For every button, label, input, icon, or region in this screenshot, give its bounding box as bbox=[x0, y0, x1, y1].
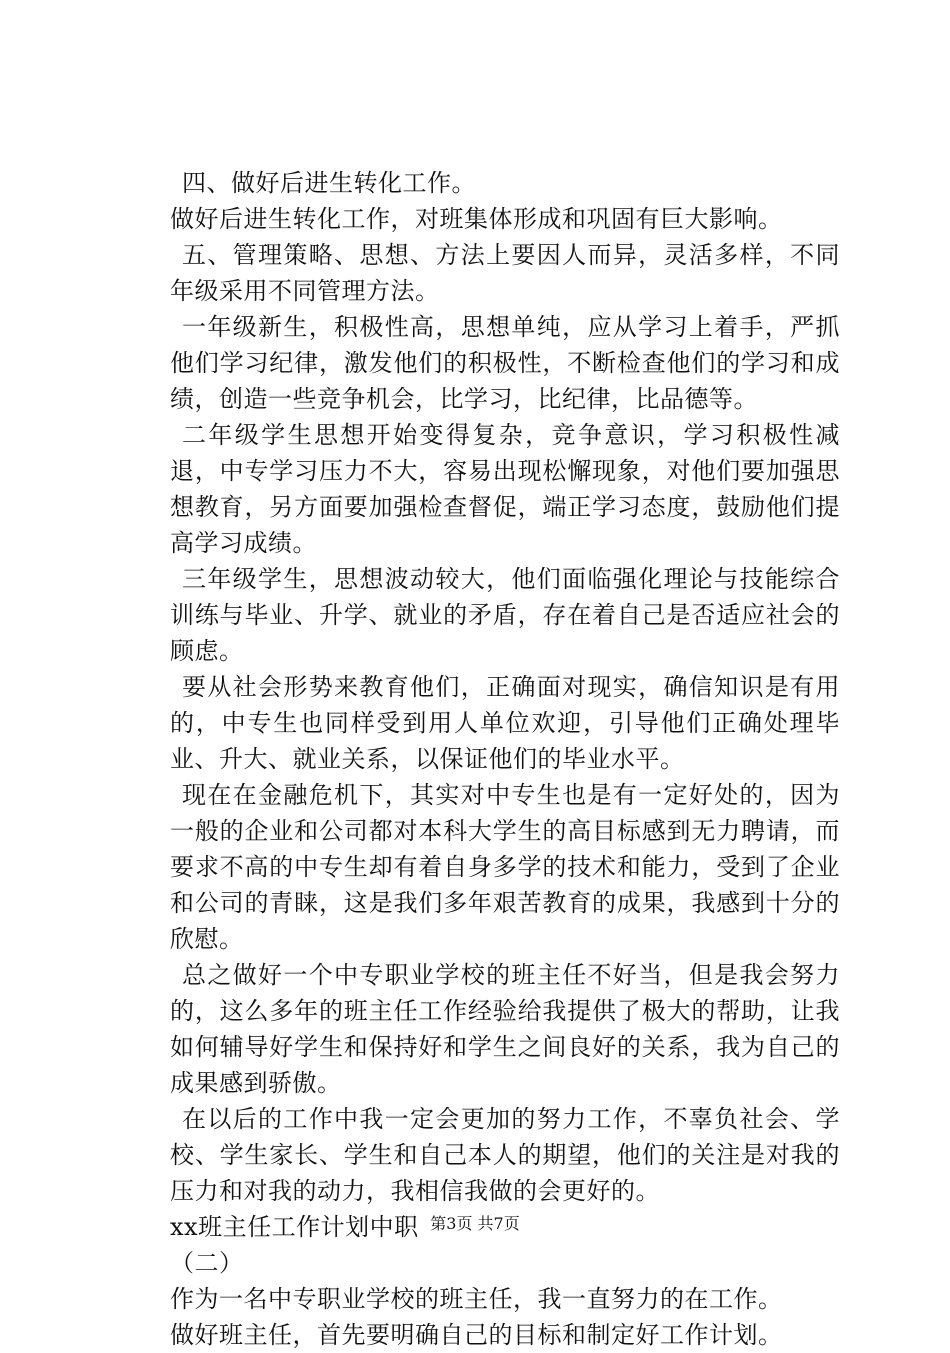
paragraph: 现在在金融危机下，其实对中专生也是有一定好处的，因为一般的企业和公司都对本科大学生的高目标感到无力聘请，而要求不高的中专生却有着自身多学的技术和能力，受到了企业和公司的青睐，这是我们多年艰苦教育的成果，我感到十分的欣慰。 bbox=[170, 781, 840, 953]
page-number-footer: 第3页 共7页 bbox=[430, 1214, 520, 1233]
paragraph-grade-2: 二年级学生思想开始变得复杂，竞争意识，学习积极性减退，中专学习压力不大，容易出现松懈现象，对他们要加强思想教育，另方面要加强检查督促，端正学习态度，鼓励他们提高学习成绩。 bbox=[170, 421, 840, 557]
paragraph: 做好班主任，首先要明确自己的目标和制定好工作计划。 bbox=[170, 1321, 783, 1349]
section-heading-5: 五、管理策略、思想、方法上要因人而异，灵活多样，不同年级采用不同管理方法。 bbox=[170, 241, 840, 305]
paragraph-grade-1: 一年级新生，积极性高，思想单纯，应从学习上着手，严抓他们学习纪律，激发他们的积极性，不断检查他们的学习和成绩，创造一些竞争机会，比学习，比纪律，比品德等。 bbox=[170, 313, 840, 413]
paragraph: 做好后进生转化工作，对班集体形成和巩固有巨大影响。 bbox=[170, 205, 783, 233]
section-heading-4: 四、做好后进生转化工作。 bbox=[182, 169, 476, 197]
paragraph-grade-3: 三年级学生，思想波动较大，他们面临强化理论与技能综合训练与毕业、升学、就业的矛盾，存在着自己是否适应社会的顾虑。 bbox=[170, 565, 840, 665]
paragraph: 总之做好一个中专职业学校的班主任不好当，但是我会努力的，这么多年的班主任工作经验给我提供了极大的帮助，让我如何辅导好学生和保持好和学生之间良好的关系，我为自己的成果感到骄傲。 bbox=[170, 961, 840, 1097]
document-subtitle: xx班主任工作计划中职 bbox=[170, 1213, 419, 1241]
paragraph: 要从社会形势来教育他们，正确面对现实，确信知识是有用的，中专生也同样受到用人单位欢迎，引导他们正确处理毕业、升大、就业关系，以保证他们的毕业水平。 bbox=[170, 673, 840, 773]
paragraph: 在以后的工作中我一定会更加的努力工作，不辜负社会、学校、学生家长、学生和自己本人的期望，他们的关注是对我的压力和对我的动力，我相信我做的会更好的。 bbox=[170, 1105, 840, 1205]
document-body bbox=[170, 165, 840, 1353]
section-number: （二） bbox=[170, 1249, 244, 1277]
paragraph: 作为一名中专职业学校的班主任，我一直努力的在工作。 bbox=[170, 1285, 783, 1313]
